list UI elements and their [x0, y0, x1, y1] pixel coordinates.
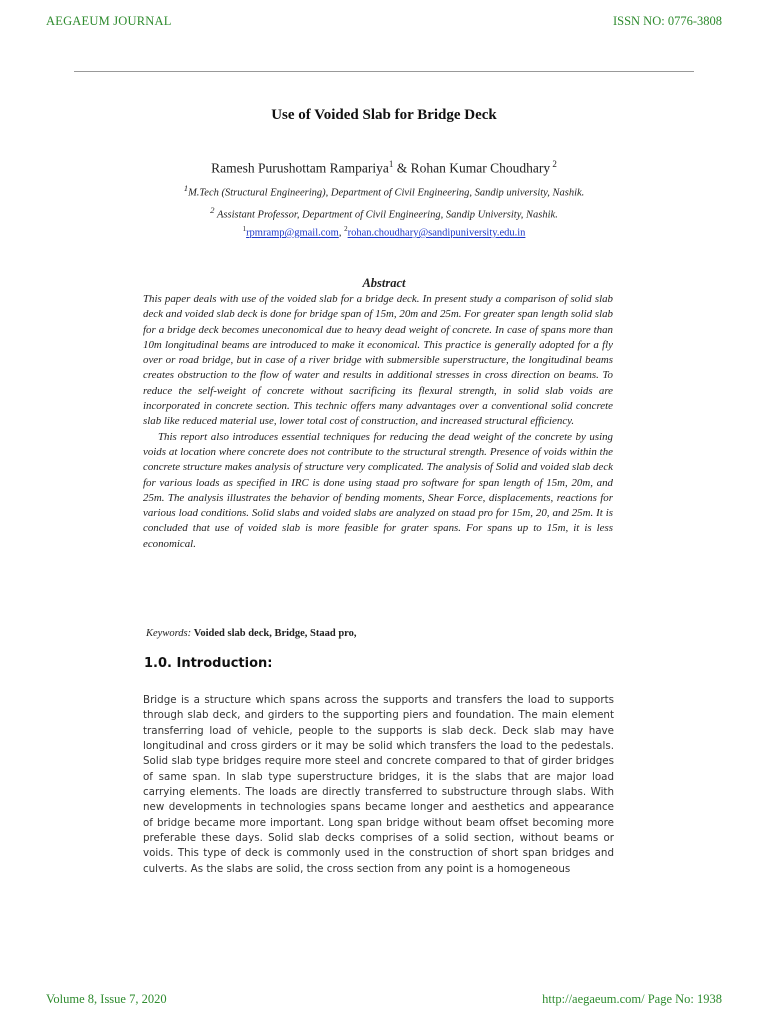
email-separator: ,	[338, 227, 345, 239]
author-1-superscript: 1	[388, 159, 394, 169]
affiliation-1-superscript: 1	[183, 183, 189, 193]
keywords-value: Voided slab deck, Bridge, Staad pro,	[193, 628, 357, 639]
keywords-label: Keywords:	[146, 628, 194, 639]
email-2-superscript: 2	[344, 225, 348, 233]
abstract-heading: Abstract	[362, 276, 406, 290]
affiliation-1-text: M.Tech (Structural Engineering), Department of Civil Engineering, Sandip university, Nashik.	[188, 187, 585, 199]
author-line	[0, 159, 768, 177]
author-separator: &	[393, 160, 411, 176]
abstract-paragraph-2: This report also introduces essential techniques for reducing the dead weight of the concrete by using voids at location where concrete does not contribute to the structural strength. Presence of voids within the concrete structure makes analysis of structure very complicated. The analysis of Solid and voided slab deck for various loads as specified in IRC is done using staad pro software for span length of 15m, 20m, and 25m. The analysis illustrates the behavior of bending moments, Shear Force, displacements, reactions for various load conditions. Solid slabs and voided slabs are analyzed on staad pro for 15m, 20, and 25m. It is concluded that use of voided slab is more feasible for grater spans. For spans up to 15m, it is less economical.	[143, 430, 613, 550]
email-1-superscript: 1	[242, 225, 247, 233]
volume-issue: Volume 8, Issue 7, 2020	[46, 992, 167, 1006]
keywords-line	[146, 628, 357, 639]
author-2-superscript: 2	[550, 159, 557, 169]
affiliation-2	[0, 205, 768, 221]
email-line	[0, 225, 768, 239]
introduction-heading: 1.0. Introduction:	[144, 656, 273, 671]
author-2-name: Rohan Kumar Choudhary	[410, 160, 551, 176]
url-page-number: http://aegaeum.com/ Page No: 1938	[542, 992, 722, 1006]
affiliation-2-text: Assistant Professor, Department of Civil Engineering, Sandip University, Nashik.	[214, 209, 558, 221]
issn-number: ISSN NO: 0776-3808	[612, 14, 722, 28]
email-1-link[interactable]: rpmramp@gmail.com	[246, 227, 339, 239]
paper-title: Use of Voided Slab for Bridge Deck	[271, 107, 497, 123]
author-1-name: Ramesh Purushottam Rampariya	[211, 160, 389, 176]
header-divider	[74, 71, 694, 72]
email-2-link[interactable]: rohan.choudhary@sandipuniversity.edu.in	[347, 227, 526, 239]
introduction-text: Bridge is a structure which spans across the supports and transfers the load to supports through slab deck, and girders to the supporting piers and foundation. The main element transferring load of vehicle, people to the supports is slab deck. Deck slab may have longitudinal and cross girders or it may be solid which transfers the load to the pedestals. Solid slab type bridges require more steel and concrete compared to that of girder bridges of same span. In slab type superstructure bridges, it is the slabs that are major load carrying elements. The loads are directly transferred to substructure through slabs. With new developments in technologies spans became longer and aesthetics and appearance of bridge became more important. Long span bridge without beam offset becoming more preferable these days. Solid slab decks comprises of a solid section, without beams or voids. This type of deck is commonly used in the construction of short span bridges and culverts. As the slabs are solid, the cross section from any point is a homogeneous	[143, 694, 614, 875]
journal-name: AEGAEUM JOURNAL	[46, 14, 172, 28]
abstract-paragraph-1: This paper deals with use of the voided slab for a bridge deck. In present study a comparison of solid slab deck and voided slab deck is done for bridge span of 15m, 20m and 25m. For greater span length solid slab for a bridge deck becomes uneconomical due to heavy dead weight of concrete. In case of spans more than 10m longitudinal beams are introduced to make it economical. This practice is generally adopted for a fly over or road bridge, but in case of a river bridge with submersible superstructure, the longitudinal beams creates obstruction to the flow of water and results in additional stresses in cross direction on beams. To reduce the self-weight of concrete without sacrificing its flexural strength, in solid slab voids are incorporated in concrete section. This technic offers many advantages over a conventional solid concrete slab like reduced material use, lower total cost of construction, and increased structural efficiency.	[143, 293, 613, 428]
affiliation-2-superscript: 2	[210, 205, 215, 215]
affiliation-1	[0, 183, 768, 199]
abstract-body	[143, 292, 613, 552]
